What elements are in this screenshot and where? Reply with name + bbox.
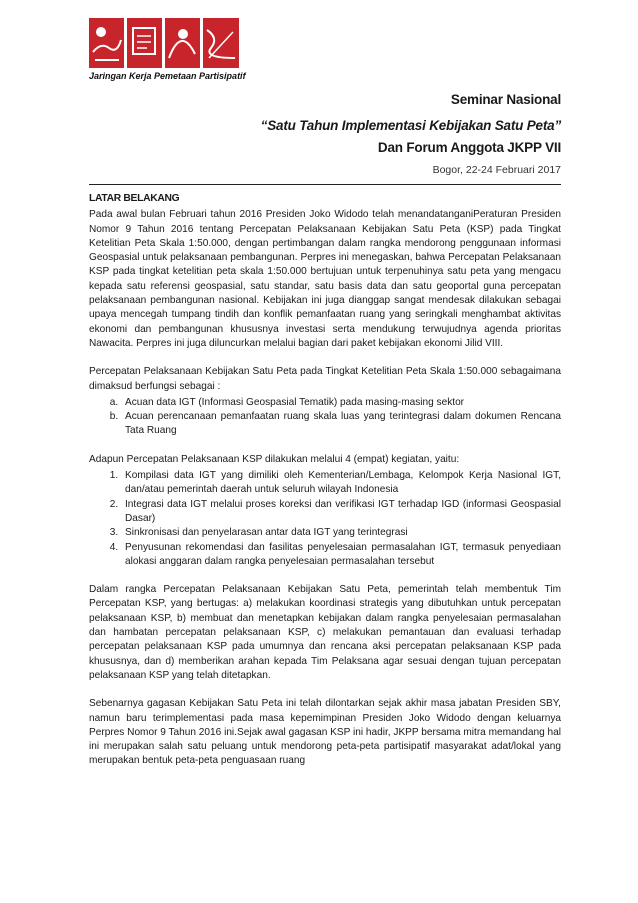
list-item: a. Acuan data IGT (Informasi Geospasial Tematik) pada masing-masing sektor xyxy=(121,396,561,410)
paragraph-functions-intro: Percepatan Pelaksanaan Kebijakan Satu Peta pada Tingkat Ketelitian Peta Skala 1:50.000 sebagaimana dimaksud berfungsi sebagai : xyxy=(89,366,561,392)
list-item: 4. Penyusunan rekomendasi dan fasilitas penyelesaian permasalahan IGT, termasuk penyediaan alokasi anggaran dalam rangka penyelesaian permasalahan tersebut xyxy=(121,541,561,570)
section-title: LATAR BELAKANG xyxy=(89,193,180,204)
paragraph-activities-intro: Adapun Percepatan Pelaksanaan KSP dilakukan melalui 4 (empat) kegiatan, yaitu: xyxy=(89,453,460,465)
paragraph-background: Pada awal bulan Februari tahun 2016 Presiden Joko Widodo telah menandatanganiPeraturan Presiden Nomor 9 Tahun 2016 tentang Percepatan Pelaksanaan Kebijakan Satu Peta (KSP) pada Tingkat Ketelitian Peta Skala 1:50.000, dengan pertimbangan dalam rangka mendorong penggunaan informasi Geospasial untuk pelaksanaan pembangunan. Perpres ini menegaskan, bahwa Percepatan Pelaksanaan KSP pada tingkat ketelitian peta skala 1:50.000 bertujuan untuk terpenuhinya satu peta yang mengacu kepada satu referensi geospasial, satu standar, satu basis data dan satu geoportal guna percepatan pelaksanaan pembangunan nasional. Kebijakan ini juga dianggap sangat mendesak dilakukan sebagai upaya mencegah tumpang tindih dan konflik pemanfaatan ruang yang seringkali menghambat aktivitas ekonomi dan pembangunan khususnya investasi serta mendukung terwujudnya agenda prioritas Nawacita. Perpres ini juga diluncurkan melalui bagian dari paket kebijakan ekonomi Jilid VIII. xyxy=(89,209,561,349)
functions-list xyxy=(89,396,561,439)
list-item: b. Acuan perencanaan pemanfaatan ruang skala luas yang terintegrasi dalam dokumen Rencana Tata Ruang xyxy=(121,410,561,439)
document-body xyxy=(89,192,561,783)
event-theme: “Satu Tahun Implementasi Kebijakan Satu Peta” xyxy=(260,118,561,133)
event-forum: Dan Forum Anggota JKPP VII xyxy=(377,140,561,155)
event-title: Seminar Nasional xyxy=(450,92,561,107)
list-item: 1. Kompilasi data IGT yang dimiliki oleh Kementerian/Lembaga, Kelompok Kerja Nasional IGT, dan/atau pemerintah daerah untuk seluruh wilayah Indonesia xyxy=(121,469,561,498)
paragraph-history: Sebenarnya gagasan Kebijakan Satu Peta ini telah dilontarkan sejak akhir masa jabatan Presiden SBY, namun baru terimplementasi pada masa kepemimpinan Presiden Joko Widodo dengan keluarnya Perpres Nomor 9 Tahun 2016 ini.Sejak awal gagasan KSP ini hadir, JKPP bersama mitra memandang hal ini merupakan salah satu peluang untuk mendorong peta-peta partisipatif masyarakat adat/lokal yang merupakan bentuk peta-peta penguasaan ruang xyxy=(89,698,561,767)
header-divider xyxy=(89,184,561,185)
event-date: Bogor, 22-24 Februari 2017 xyxy=(432,164,561,176)
list-item: 3. Sinkronisasi dan penyelarasan antar data IGT yang terintegrasi xyxy=(121,526,561,540)
jkpp-logo xyxy=(89,18,239,68)
org-name: Jaringan Kerja Pemetaan Partisipatif xyxy=(89,71,246,81)
list-item: 2. Integrasi data IGT melalui proses koreksi dan verifikasi IGT terhadap IGD (informasi Geospasial Dasar) xyxy=(121,498,561,527)
activities-list xyxy=(89,469,561,569)
logo-graphic xyxy=(89,18,239,68)
paragraph-team: Dalam rangka Percepatan Pelaksanaan Kebijakan Satu Peta, pemerintah telah membentuk Tim Percepatan KSP, yang bertugas: a) melakukan koordinasi strategis yang dibutuhkan untuk percepatan pelaksanaan KSP, b) membuat dan menetapkan kebijakan dalam rangka penyelesaian permasalahan dan hambatan percepatan pelaksanaan KSP, c) melakukan pemantauan dan evaluasi terhadap percepatan pelaksanaan KSP pada umumnya dan rencana aksi percepatan pelaksanaan KSP pada khususnya, dan d) memberikan arahan kepada Tim Pelaksana agar sesuai dengan tujuan percepatan pelaksanaan KSP yang telah ditetapkan. xyxy=(89,584,561,681)
